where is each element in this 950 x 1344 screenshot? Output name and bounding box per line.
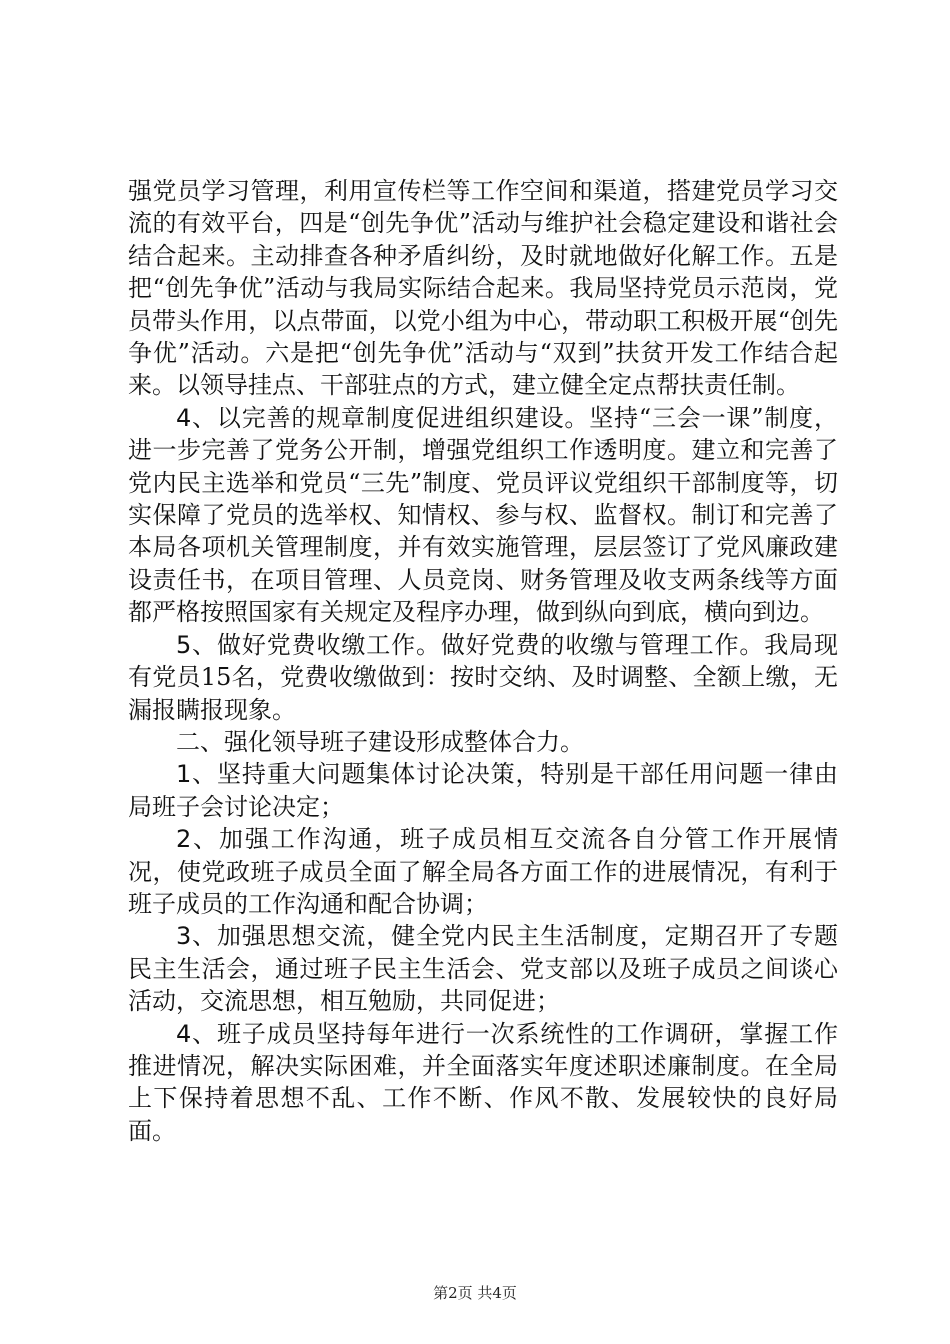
section-heading [128,726,838,758]
paragraph-7 [128,920,838,1017]
paragraph-5 [128,758,838,823]
paragraph-8 [128,1018,838,1148]
page-footer [0,1282,950,1303]
paragraph-text: 3、加强思想交流，健全党内民主生活制度，定期召开了专题民主生活会，通过班子民主生活会、党支部以及班子成员之间谈心活动，交流思想，相互勉励，共同促进； [128,922,838,1016]
paragraph-text: 强党员学习管理，利用宣传栏等工作空间和渠道，搭建党员学习交流的有效平台，四是“创先争优”活动与维护社会稳定建设和谐社会结合起来。主动排查各种矛盾纠纷，及时就地做好化解工作。五是把“创先争优”活动与我局实际结合起来。我局坚持党员示范岗，党员带头作用，以点带面，以党小组为中心，带动职工积极开展“创先争优”活动。六是把“创先争优”活动与“双到”扶贫开发工作结合起来。以领导挂点、干部驻点的方式，建立健全定点帮扶责任制。 [128,177,838,400]
paragraph-1 [128,175,838,402]
section-heading-text: 二、强化领导班子建设形成整体合力。 [176,727,584,756]
paragraph-heading: 5、做好党费收缴工作。 [176,630,441,659]
paragraph-text: 坚持“三会一课”制度，进一步完善了党务公开制，增强党组织工作透明度。建立和完善了党内民主选举和党员“三先”制度、党员评议党组织干部制度等，切实保障了党员的选举权、知情权、参与权、监督权。制订和完善了本局各项机关管理制度，并有效实施管理，层层签订了党风廉政建设责任书，在项目管理、人员竞岗、财务管理及收支两条线等方面都严格按照国家有关规定及程序办理，做到纵向到底，横向到边。 [128,403,838,627]
paragraph-text: 在全局上下保持着思想不乱、工作不断、作风不散、发展较快的良好局面。 [128,1051,838,1145]
paragraph-text: 1、坚持重大问题集体讨论决策，特别是干部任用问题一律由局班子会讨论决定； [128,760,838,821]
paragraph-text: 2、加强工作沟通，班子成员相互交流各自分管工作开展情况，使党政班子成员全面了解全局各方面工作的进展情况，有利于班子成员的工作沟通和配合协调； [128,825,838,918]
paragraph-heading: 4、班子成员坚持每年进行一次系统性的工作调研，掌握工作推进情况，解决实际困难，并全面落实年度述职述廉制度。 [128,1019,838,1080]
paragraph-3 [128,629,838,726]
paragraph-heading: 4、以完善的规章制度促进组织建设。 [176,403,590,432]
paragraph-2 [128,402,838,629]
document-body [128,175,838,1147]
paragraph-6 [128,823,838,920]
page-number-label: 第2页 共4页 [433,1284,517,1302]
paragraph-text: 做好党费的收缴与管理工作。我局现有党员15名，党费收缴做到：按时交纳、及时调整、全额上缴，无漏报瞒报现象。 [128,630,838,724]
